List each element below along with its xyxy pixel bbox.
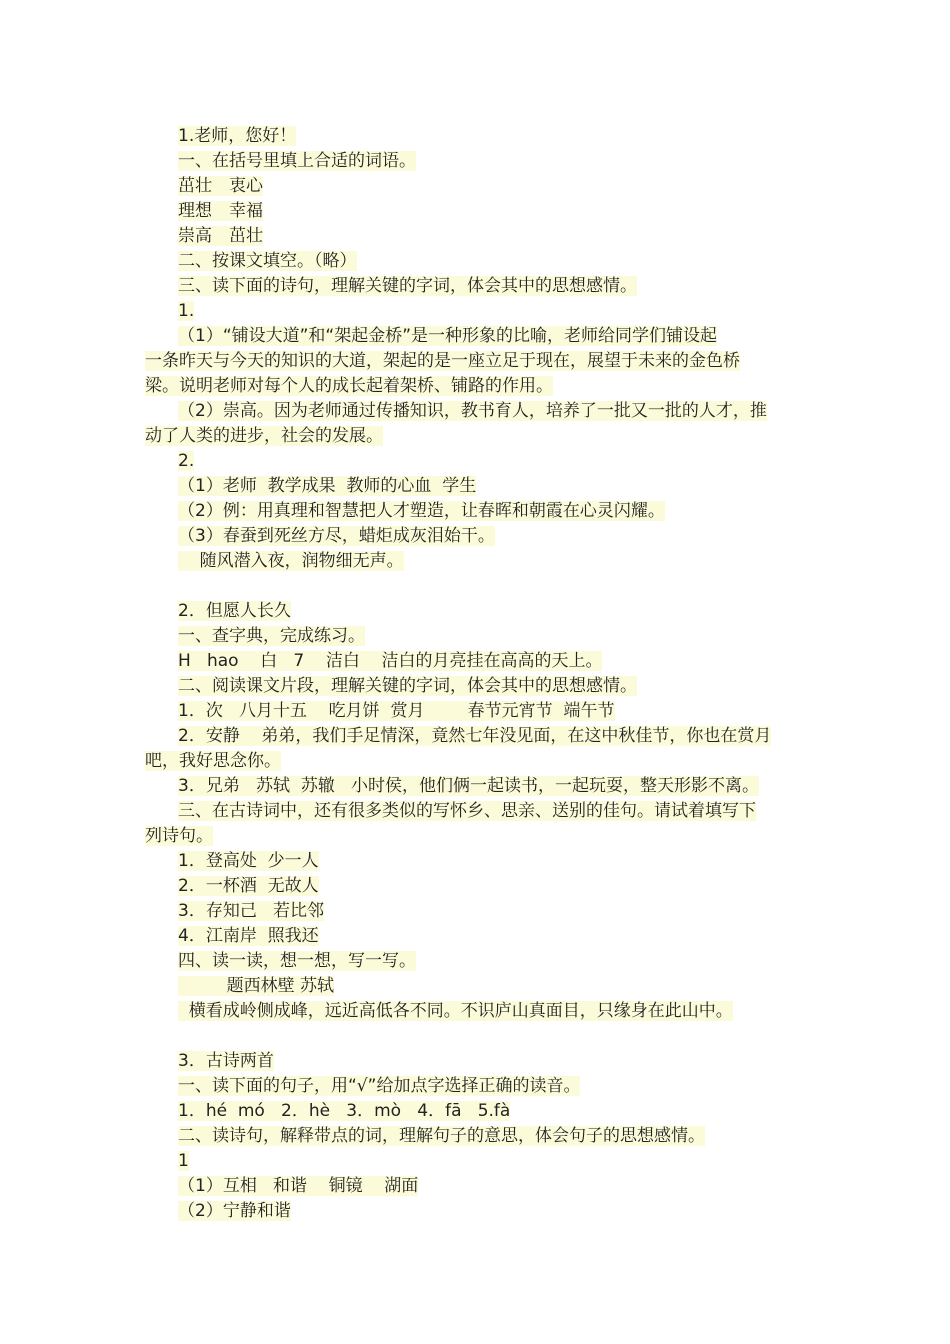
text-line xyxy=(145,1074,809,1099)
text-line-content: 理想 幸福 xyxy=(178,201,263,221)
text-line-content: 崇高 茁壮 xyxy=(178,226,263,246)
text-line xyxy=(145,374,809,399)
text-line xyxy=(145,149,809,174)
text-line xyxy=(145,399,809,424)
text-line xyxy=(145,824,809,849)
text-line-content: 1.老师，您好！ xyxy=(178,126,297,146)
text-line-content: 动了人类的进步，社会的发展。 xyxy=(145,426,383,446)
text-line-content: 三、在古诗词中，还有很多类似的写怀乡、思亲、送别的佳句。请试着填写下 xyxy=(178,801,756,821)
text-line xyxy=(145,724,809,749)
text-line-content: 一、查字典，完成练习。 xyxy=(178,626,365,646)
text-line xyxy=(145,499,809,524)
text-line-content: 2．但愿人长久 xyxy=(178,601,291,621)
text-line-content: 2．安静 弟弟，我们手足情深，竟然七年没见面，在这中秋佳节，你也在赏月 xyxy=(178,726,772,746)
text-line-content: 2．一杯酒 无故人 xyxy=(178,876,319,896)
text-line xyxy=(145,649,809,674)
blank-line xyxy=(145,574,809,599)
text-line xyxy=(145,774,809,799)
text-line xyxy=(145,1049,809,1074)
text-line-content: 1．hé mó 2．hè 3．mò 4．fā 5.fà xyxy=(178,1101,511,1121)
text-line xyxy=(145,899,809,924)
text-line-content: 1 xyxy=(178,1151,189,1171)
text-line xyxy=(145,249,809,274)
text-line-content: 三、读下面的诗句，理解关键的字词，体会其中的思想感情。 xyxy=(178,276,637,296)
text-line-content: （2）崇高。因为老师通过传播知识，教书育人，培养了一批又一批的人才，推 xyxy=(178,401,767,421)
text-line xyxy=(145,599,809,624)
text-line xyxy=(145,474,809,499)
text-line-content: 一、在括号里填上合适的词语。 xyxy=(178,151,416,171)
text-line xyxy=(145,949,809,974)
text-line xyxy=(145,1149,809,1174)
text-line xyxy=(145,124,809,149)
text-line-content: 3．古诗两首 xyxy=(178,1051,274,1071)
text-line-content: 横看成岭侧成峰，远近高低各不同。不识庐山真面目，只缘身在此山中。 xyxy=(178,1001,733,1021)
text-line-content: （1）互相 和谐 铜镜 湖面 xyxy=(178,1176,419,1196)
text-line xyxy=(145,874,809,899)
text-line xyxy=(145,549,809,574)
text-line xyxy=(145,974,809,999)
text-line xyxy=(145,749,809,774)
text-line-content: 1. xyxy=(178,301,195,321)
text-line xyxy=(145,924,809,949)
text-line-content: （1）“铺设大道”和“架起金桥”是一种形象的比喻，老师给同学们铺设起 xyxy=(178,326,718,346)
text-line xyxy=(145,524,809,549)
text-line-content: 3．存知己 若比邻 xyxy=(178,901,325,921)
text-line-content: 二、阅读课文片段，理解关键的字词，体会其中的思想感情。 xyxy=(178,676,637,696)
text-line-content: 4．江南岸 照我还 xyxy=(178,926,319,946)
text-line xyxy=(145,274,809,299)
text-line xyxy=(145,674,809,699)
text-line xyxy=(145,224,809,249)
text-line-content: 题西林壁 苏轼 xyxy=(178,976,335,996)
text-line xyxy=(145,999,809,1024)
text-line xyxy=(145,324,809,349)
text-line-content: 四、读一读，想一想，写一写。 xyxy=(178,951,416,971)
text-line-content: 二、读诗句，解释带点的词，理解句子的意思，体会句子的思想感情。 xyxy=(178,1126,705,1146)
text-line-content: （2）例：用真理和智慧把人才塑造，让春晖和朝霞在心灵闪耀。 xyxy=(178,501,665,521)
text-line-content: 吧，我好思念你。 xyxy=(145,751,281,771)
answer-key-text xyxy=(145,124,809,1224)
text-line xyxy=(145,699,809,724)
text-line-content: 茁壮 衷心 xyxy=(178,176,263,196)
text-line-content: 一条昨天与今天的知识的大道，架起的是一座立足于现在，展望于未来的金色桥 xyxy=(145,351,740,371)
blank-line xyxy=(145,1024,809,1049)
text-line xyxy=(145,1174,809,1199)
text-line xyxy=(145,174,809,199)
text-line xyxy=(145,1124,809,1149)
text-line xyxy=(145,349,809,374)
text-line-content: （3）春蚕到死丝方尽，蜡炬成灰泪始干。 xyxy=(178,526,495,546)
text-line-content: 梁。说明老师对每个人的成长起着架桥、铺路的作用。 xyxy=(145,376,553,396)
text-line-content: 3．兄弟 苏轼 苏辙 小时侯，他们俩一起读书，一起玩耍，整天形影不离。 xyxy=(178,776,760,796)
text-line-content: 二、按课文填空。（略） xyxy=(178,251,357,271)
text-line-content: 2. xyxy=(178,451,195,471)
text-line xyxy=(145,1199,809,1224)
text-line xyxy=(145,849,809,874)
text-line xyxy=(145,424,809,449)
text-line xyxy=(145,449,809,474)
text-line-content: H hao 白 7 洁白 洁白的月亮挂在高高的天上。 xyxy=(178,651,603,671)
text-line xyxy=(145,1099,809,1124)
text-line xyxy=(145,799,809,824)
text-line xyxy=(145,199,809,224)
text-line-content: 1．次 八月十五 吃月饼 赏月 春节元宵节 端午节 xyxy=(178,701,615,721)
text-line xyxy=(145,624,809,649)
text-line-content: 1．登高处 少一人 xyxy=(178,851,319,871)
text-line-content: （2）宁静和谐 xyxy=(178,1201,291,1221)
text-line-content: （1）老师 教学成果 教师的心血 学生 xyxy=(178,476,477,496)
text-line-content: 列诗句。 xyxy=(145,826,213,846)
text-line-content: 随风潜入夜，润物细无声。 xyxy=(178,551,404,571)
text-line xyxy=(145,299,809,324)
text-line-content: 一、读下面的句子，用“√”给加点字选择正确的读音。 xyxy=(178,1076,581,1096)
